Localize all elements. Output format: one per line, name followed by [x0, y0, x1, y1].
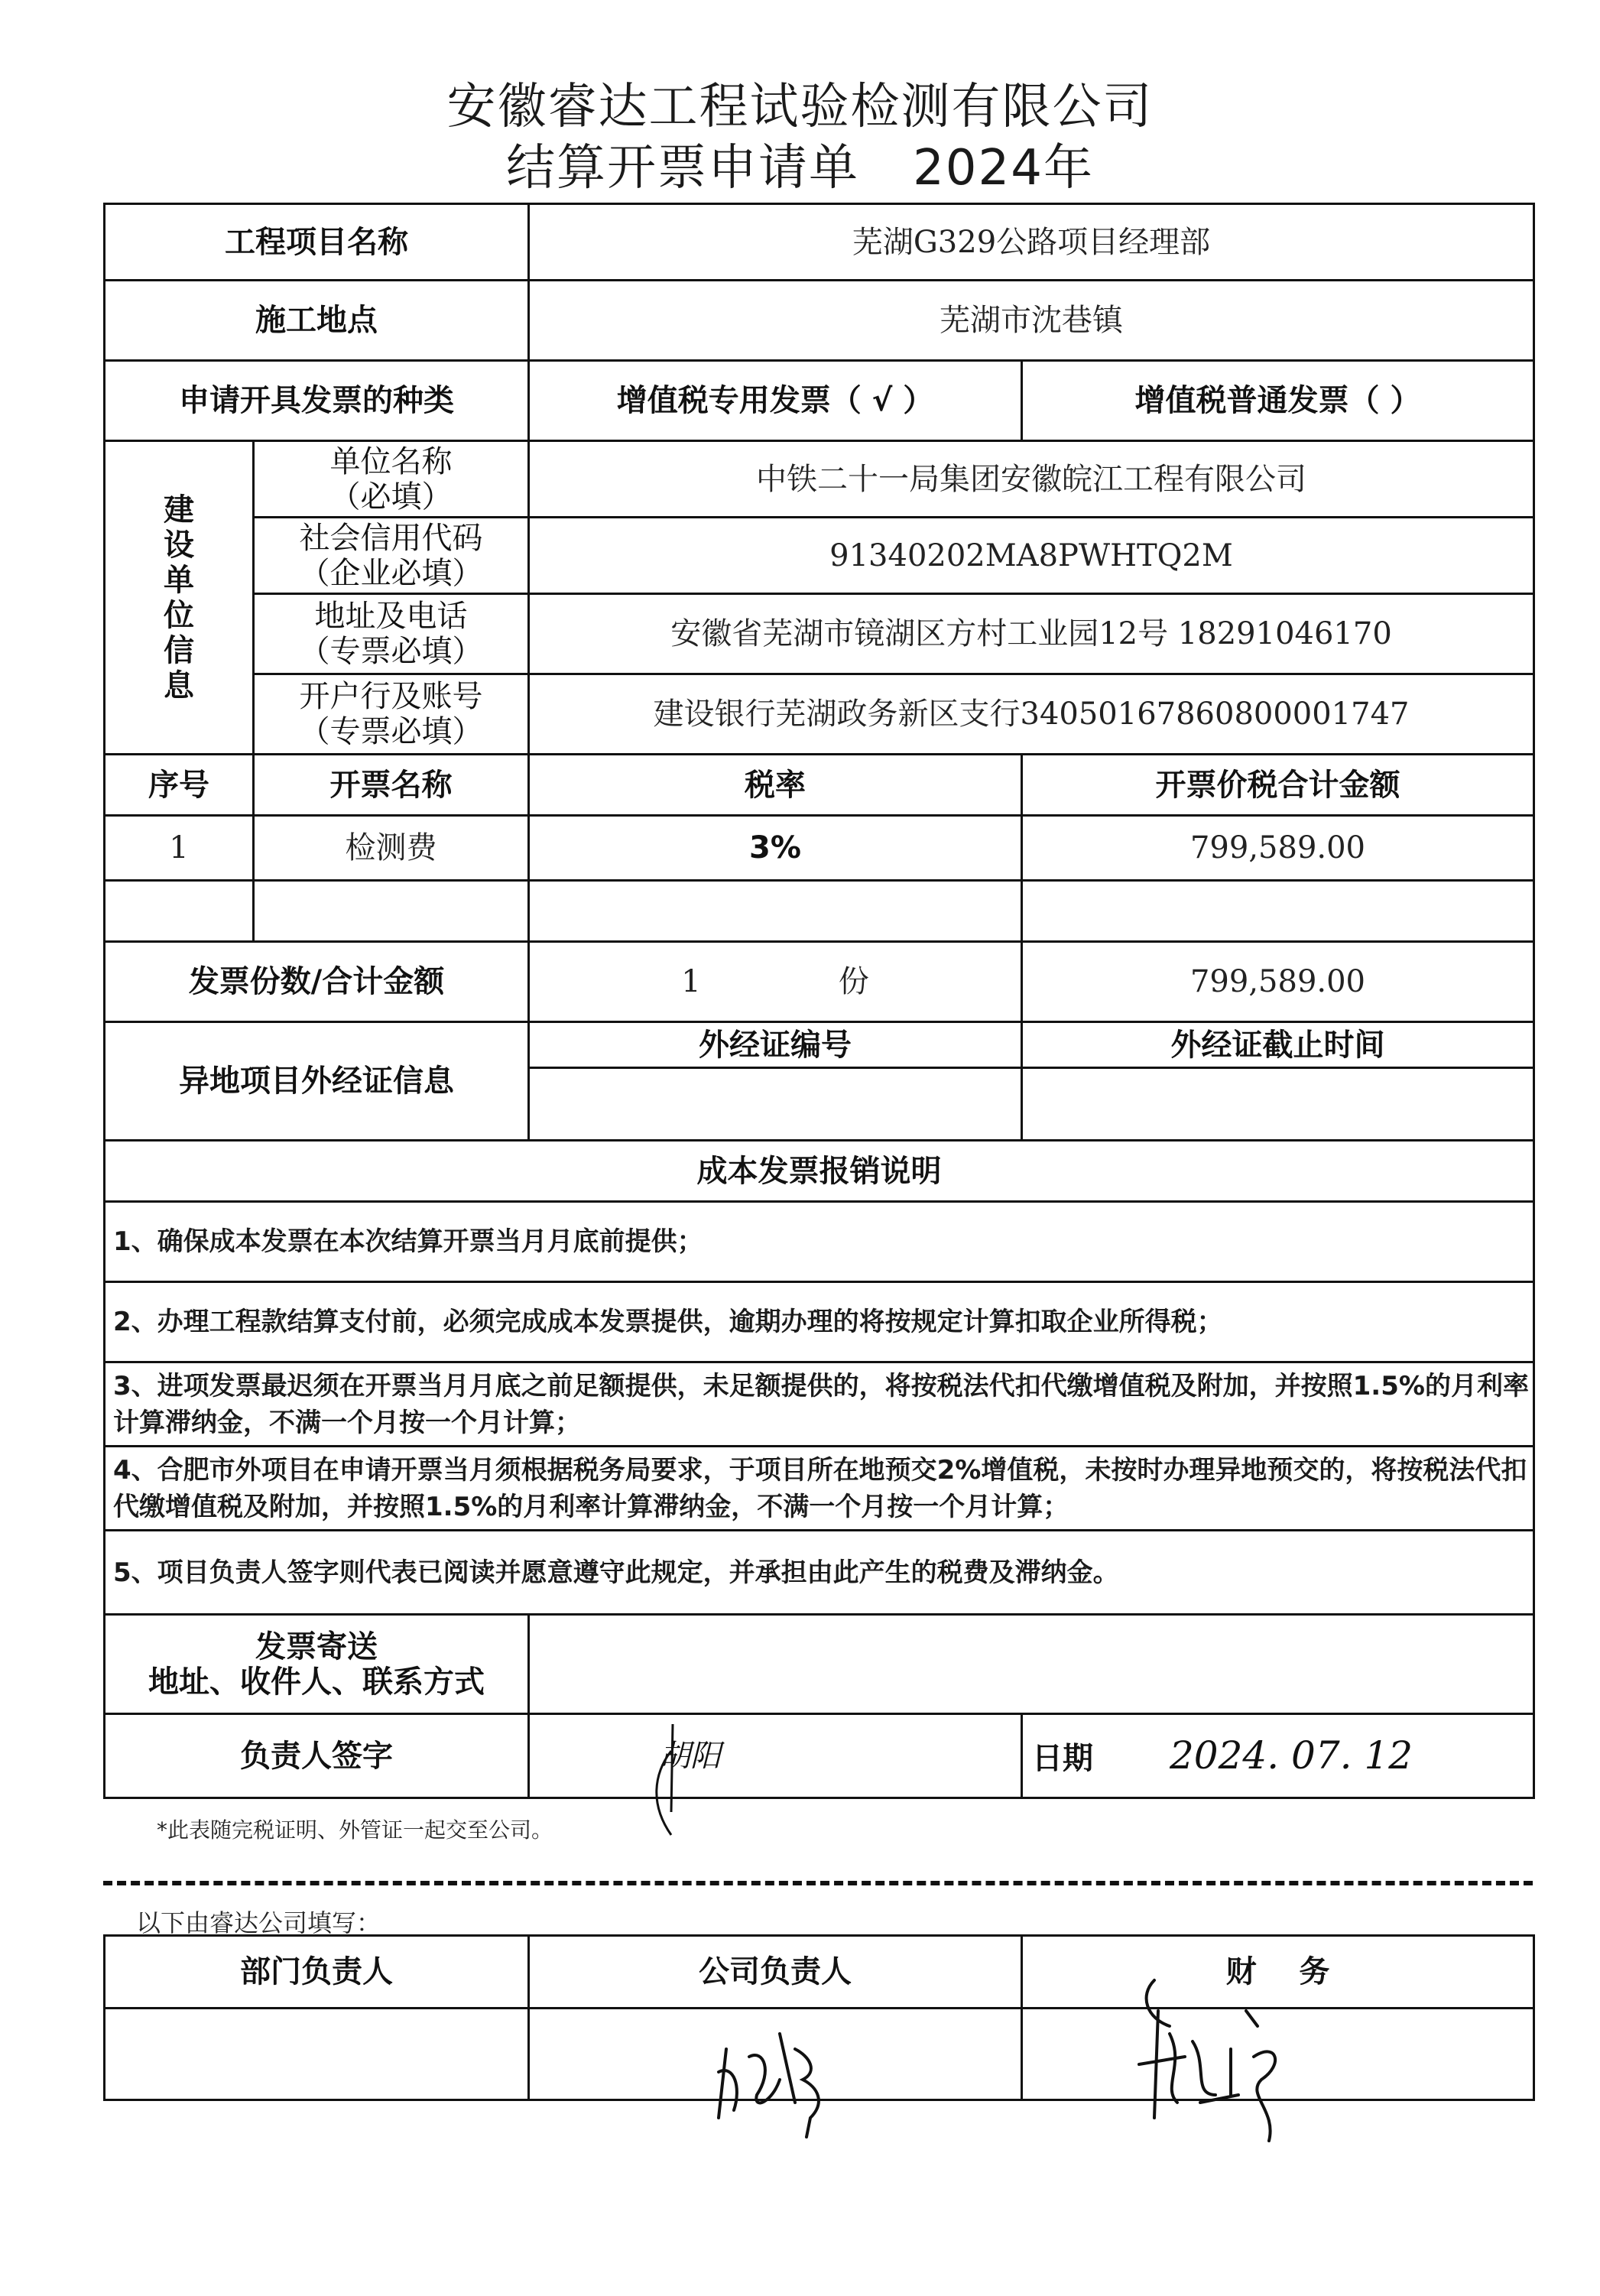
dept-head-header: 部门负责人 — [105, 1936, 529, 2009]
cut-line-divider — [103, 1881, 1533, 1885]
field-label: 地址及电话 — [314, 599, 468, 634]
col-header-amount: 开票价税合计金额 — [1022, 755, 1534, 816]
footnote: *此表随完税证明、外管证一起交至公司。 — [157, 1817, 553, 1843]
foreign-cert-deadline-value[interactable] — [1022, 1068, 1534, 1141]
internal-section-caption: 以下由睿达公司填写： — [136, 1908, 381, 1937]
note-row — [105, 1282, 1534, 1362]
totals-row — [105, 942, 1534, 1022]
group-char: 设 — [164, 527, 194, 563]
site-row — [105, 281, 1534, 361]
date-label: 日期 — [1032, 1740, 1093, 1776]
col-header-no: 序号 — [105, 755, 254, 816]
note-item: 2、办理工程款结算支付前，必须完成成本发票提供，逾期办理的将按规定计算扣取企业所得税； — [105, 1282, 1534, 1362]
project-name-row — [105, 204, 1534, 281]
col-header-name: 开票名称 — [254, 755, 529, 816]
notes-title-row — [105, 1141, 1534, 1202]
mailing-row — [105, 1615, 1534, 1714]
note-item: 1、确保成本发票在本次结算开票当月月底前提供； — [105, 1202, 1534, 1282]
item-name[interactable] — [254, 881, 529, 942]
unit-name-value[interactable]: 中铁二十一局集团安徽皖江工程有限公司 — [529, 441, 1534, 518]
note-item: 4、合肥市外项目在申请开票当月须根据税务局要求，于项目所在地预交2%增值税，未按时办理异地预交的，将按税法代扣代缴增值税及附加，并按照1.5%的月利率计算滞纳金，不满一个月按一个月计算； — [105, 1447, 1534, 1531]
group-char: 信 — [164, 632, 194, 668]
col-header-rate: 税率 — [529, 755, 1022, 816]
credit-code-value[interactable]: 91340202MA8PWHTQ2M — [529, 518, 1534, 594]
builder-row — [105, 441, 1534, 518]
field-note: （企业必填） — [299, 555, 483, 591]
foreign-cert-header-row — [105, 1022, 1534, 1068]
company-head-signature-icon — [711, 2003, 849, 2141]
items-header-row — [105, 755, 1534, 816]
date-value: 2024. 07. 12 — [1170, 1733, 1413, 1778]
note-item: 5、项目负责人签字则代表已阅读并愿意遵守此规定，并承担由此产生的税费及滞纳金。 — [105, 1531, 1534, 1615]
mailing-value[interactable] — [529, 1615, 1534, 1714]
address-phone-value[interactable]: 安徽省芜湖市镜湖区方村工业园12号 18291046170 — [529, 594, 1534, 674]
application-table — [103, 203, 1535, 1799]
note-row — [105, 1362, 1534, 1447]
invoice-type-ordinary-checkbox[interactable]: 增值税普通发票（ ） — [1022, 361, 1534, 441]
note-item: 3、进项发票最迟须在开票当月月底之前足额提供，未足额提供的，将按税法代扣代缴增值税及附加，并按照1.5%的月利率计算滞纳金，不满一个月按一个月计算； — [105, 1362, 1534, 1447]
field-note: （必填） — [329, 479, 453, 515]
bank-account-label — [254, 674, 529, 755]
group-char: 单 — [164, 562, 194, 598]
mailing-label-line: 地址、收件人、联系方式 — [148, 1664, 485, 1700]
totals-label: 发票份数/合计金额 — [105, 942, 529, 1022]
field-label: 开户行及账号 — [299, 679, 483, 714]
responsible-signature[interactable] — [529, 1714, 1022, 1798]
item-rate[interactable]: 3% — [529, 816, 1022, 881]
item-rate[interactable] — [529, 881, 1022, 942]
field-note: （专票必填） — [299, 714, 483, 749]
group-char: 息 — [164, 667, 194, 703]
item-amount[interactable]: 799,589.00 — [1022, 816, 1534, 881]
signature-stroke-icon — [650, 1720, 696, 1843]
total-amount[interactable]: 799,589.00 — [1022, 942, 1534, 1022]
signature-row — [105, 1714, 1534, 1798]
item-no[interactable]: 1 — [105, 816, 254, 881]
foreign-cert-number-header: 外经证编号 — [529, 1022, 1022, 1068]
address-phone-label — [254, 594, 529, 674]
project-name-value[interactable]: 芜湖G329公路项目经理部 — [529, 204, 1534, 281]
group-char: 建 — [164, 492, 194, 528]
internal-header-row — [105, 1936, 1534, 2009]
item-row — [105, 816, 1534, 881]
item-name[interactable]: 检测费 — [254, 816, 529, 881]
finance-signature-icon — [1124, 1965, 1307, 2148]
mailing-label-line: 发票寄送 — [255, 1629, 378, 1664]
unit-name-label — [254, 441, 529, 518]
dept-head-signature[interactable] — [105, 2009, 529, 2100]
finance-header: 财 务 — [1022, 1936, 1534, 2009]
signature-text: 胡阳 — [660, 1738, 721, 1774]
foreign-cert-number-value[interactable] — [529, 1068, 1022, 1141]
builder-row — [105, 674, 1534, 755]
form-year: 2024年 — [913, 140, 1094, 196]
date-cell[interactable] — [1022, 1714, 1534, 1798]
bank-account-value[interactable]: 建设银行芜湖政务新区支行34050167860800001747 — [529, 674, 1534, 755]
note-row — [105, 1202, 1534, 1282]
company-title: 安徽睿达工程试验检测有限公司 — [446, 79, 1154, 135]
foreign-cert-deadline-header: 外经证截止时间 — [1022, 1022, 1534, 1068]
item-no[interactable] — [105, 881, 254, 942]
form-name: 结算开票申请单 — [506, 140, 860, 196]
signature-label: 负责人签字 — [105, 1714, 529, 1798]
builder-row — [105, 594, 1534, 674]
notes-title: 成本发票报销说明 — [105, 1141, 1534, 1202]
item-amount[interactable] — [1022, 881, 1534, 942]
field-label: 单位名称 — [329, 443, 453, 479]
invoice-count: 1 — [681, 964, 701, 999]
site-value[interactable]: 芜湖市沈巷镇 — [529, 281, 1534, 361]
field-label: 社会信用代码 — [299, 520, 483, 556]
group-char: 位 — [164, 597, 194, 633]
note-row — [105, 1447, 1534, 1531]
site-label: 施工地点 — [105, 281, 529, 361]
credit-code-label — [254, 518, 529, 594]
item-row — [105, 881, 1534, 942]
field-note: （专票必填） — [299, 634, 483, 669]
builder-row — [105, 518, 1534, 594]
invoice-type-special-checkbox[interactable]: 增值税专用发票（ √ ） — [529, 361, 1022, 441]
foreign-cert-label: 异地项目外经证信息 — [105, 1022, 529, 1141]
invoice-type-label: 申请开具发票的种类 — [105, 361, 529, 441]
note-row — [105, 1531, 1534, 1615]
company-head-header: 公司负责人 — [529, 1936, 1022, 2009]
invoice-count-unit: 份 — [838, 964, 869, 999]
project-name-label: 工程项目名称 — [105, 204, 529, 281]
form-title — [0, 128, 1600, 199]
invoice-count-cell[interactable] — [529, 942, 1022, 1022]
invoice-type-row — [105, 361, 1534, 441]
builder-info-group-label — [105, 441, 254, 755]
mailing-label — [105, 1615, 529, 1714]
